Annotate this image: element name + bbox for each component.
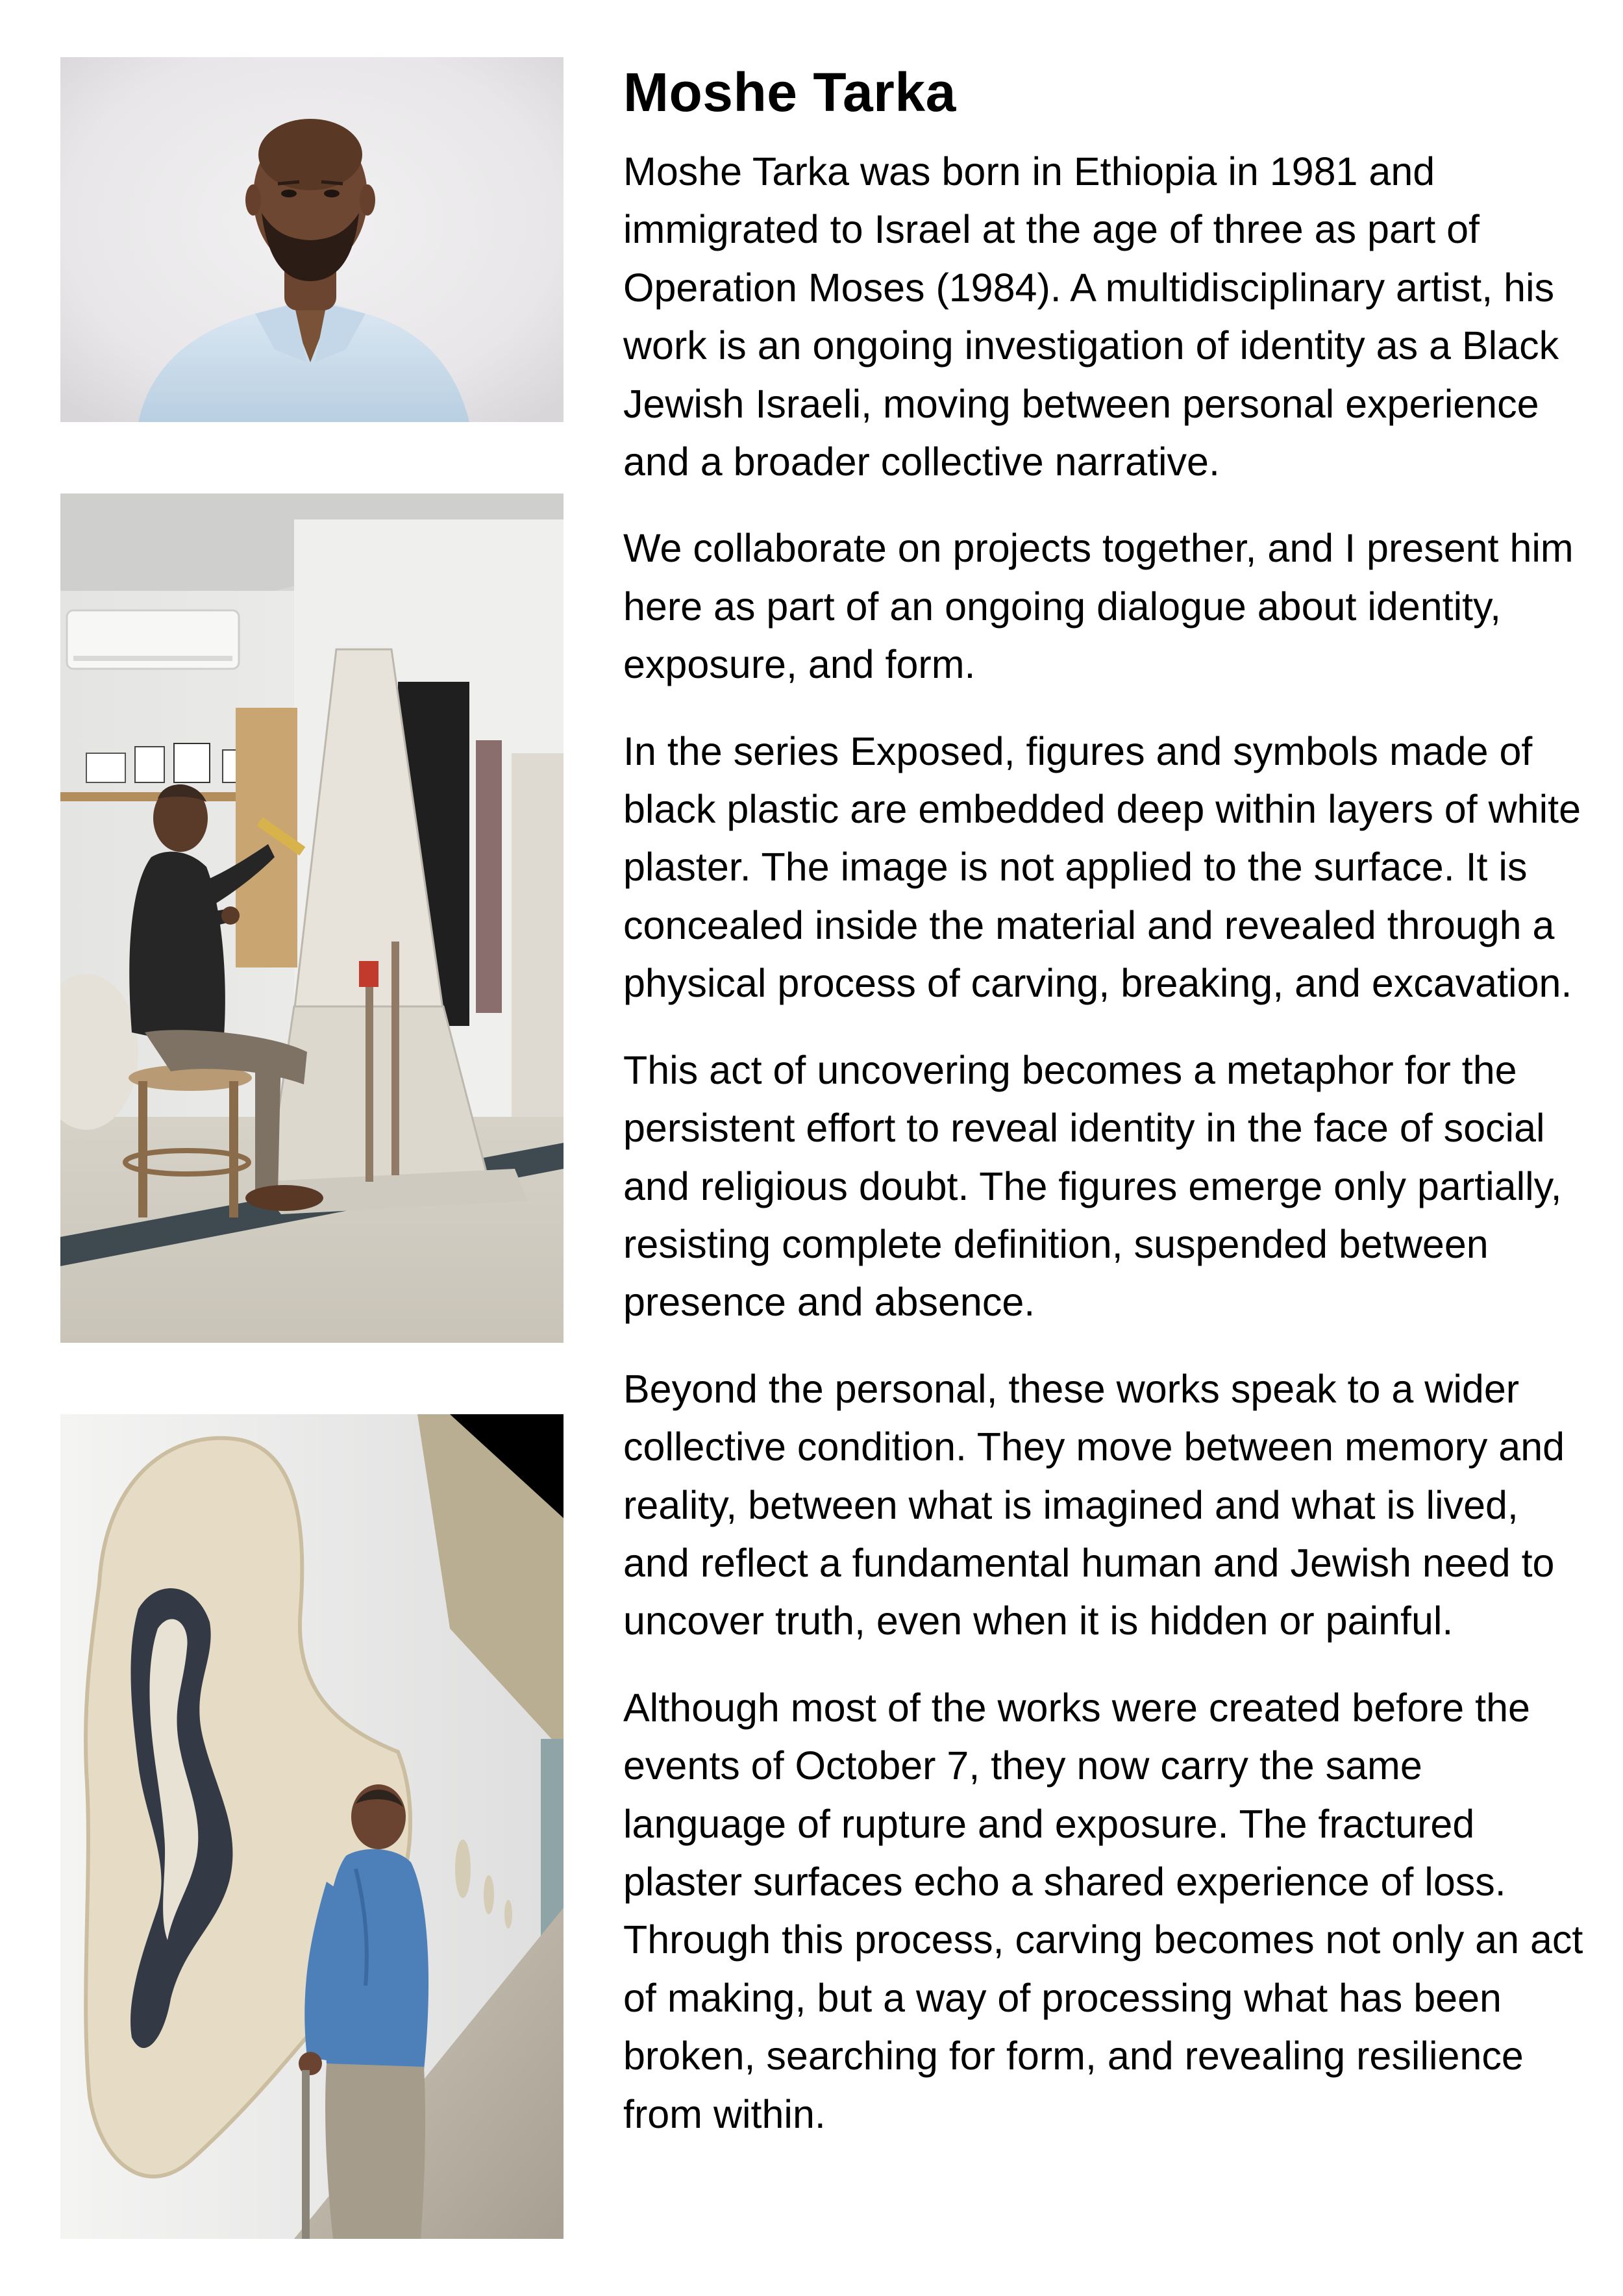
bio-paragraph-collective: Beyond the personal, these works speak to a wider collective condition. They move between memory and reality, between what is imagined and what is lived, and reflect a fundamental human and Jewish need to uncover truth, even when it is hidden or painful. [623,1366,1565,1643]
bio-paragraph-october-7: Although most of the works were created before the events of October 7, they now carry the same language of rupture and exposure. The fractured plaster surfaces echo a shared experience of loss. Through this process, carving becomes not only an act of making, but a way of processing what has been broken, searching for form, and revealing resilience from within. [623,1685,1583,2136]
studio-carving-photo [60,493,564,1343]
bio-paragraph-exposed-series: In the series Exposed, figures and symbols made of black plastic are embedded deep within layers of white plaster. The image is not applied to the surface. It is concealed inside the material and revealed through a physical process of carving, breaking, and excavation. [623,729,1581,1006]
bio-paragraph-intro: Moshe Tarka was born in Ethiopia in 1981 and immigrated to Israel at the age of three as part of Operation Moses (1984). A multidisciplinary artist, his work is an ongoing investigation of identity as a Black Jewish Israeli, moving between personal experience and a broader collective narrative. [623,149,1559,484]
bio-paragraph-uncovering: This act of uncovering becomes a metaphor for the persistent effort to reveal identity in the face of social and religious doubt. The figures emerge only partially, resisting complete definition, suspended between presence and absence. [623,1047,1562,1325]
artist-name-heading: Moshe Tarka [623,62,956,123]
bio-paragraph-collaboration: We collaborate on projects together, and I present him here as part of an ongoing dialogue about identity, exposure, and form. [623,526,1574,687]
artist-bio [623,58,1591,2143]
gallery-viewing-photo [60,1414,564,2239]
artist-portrait-photo [60,57,564,422]
